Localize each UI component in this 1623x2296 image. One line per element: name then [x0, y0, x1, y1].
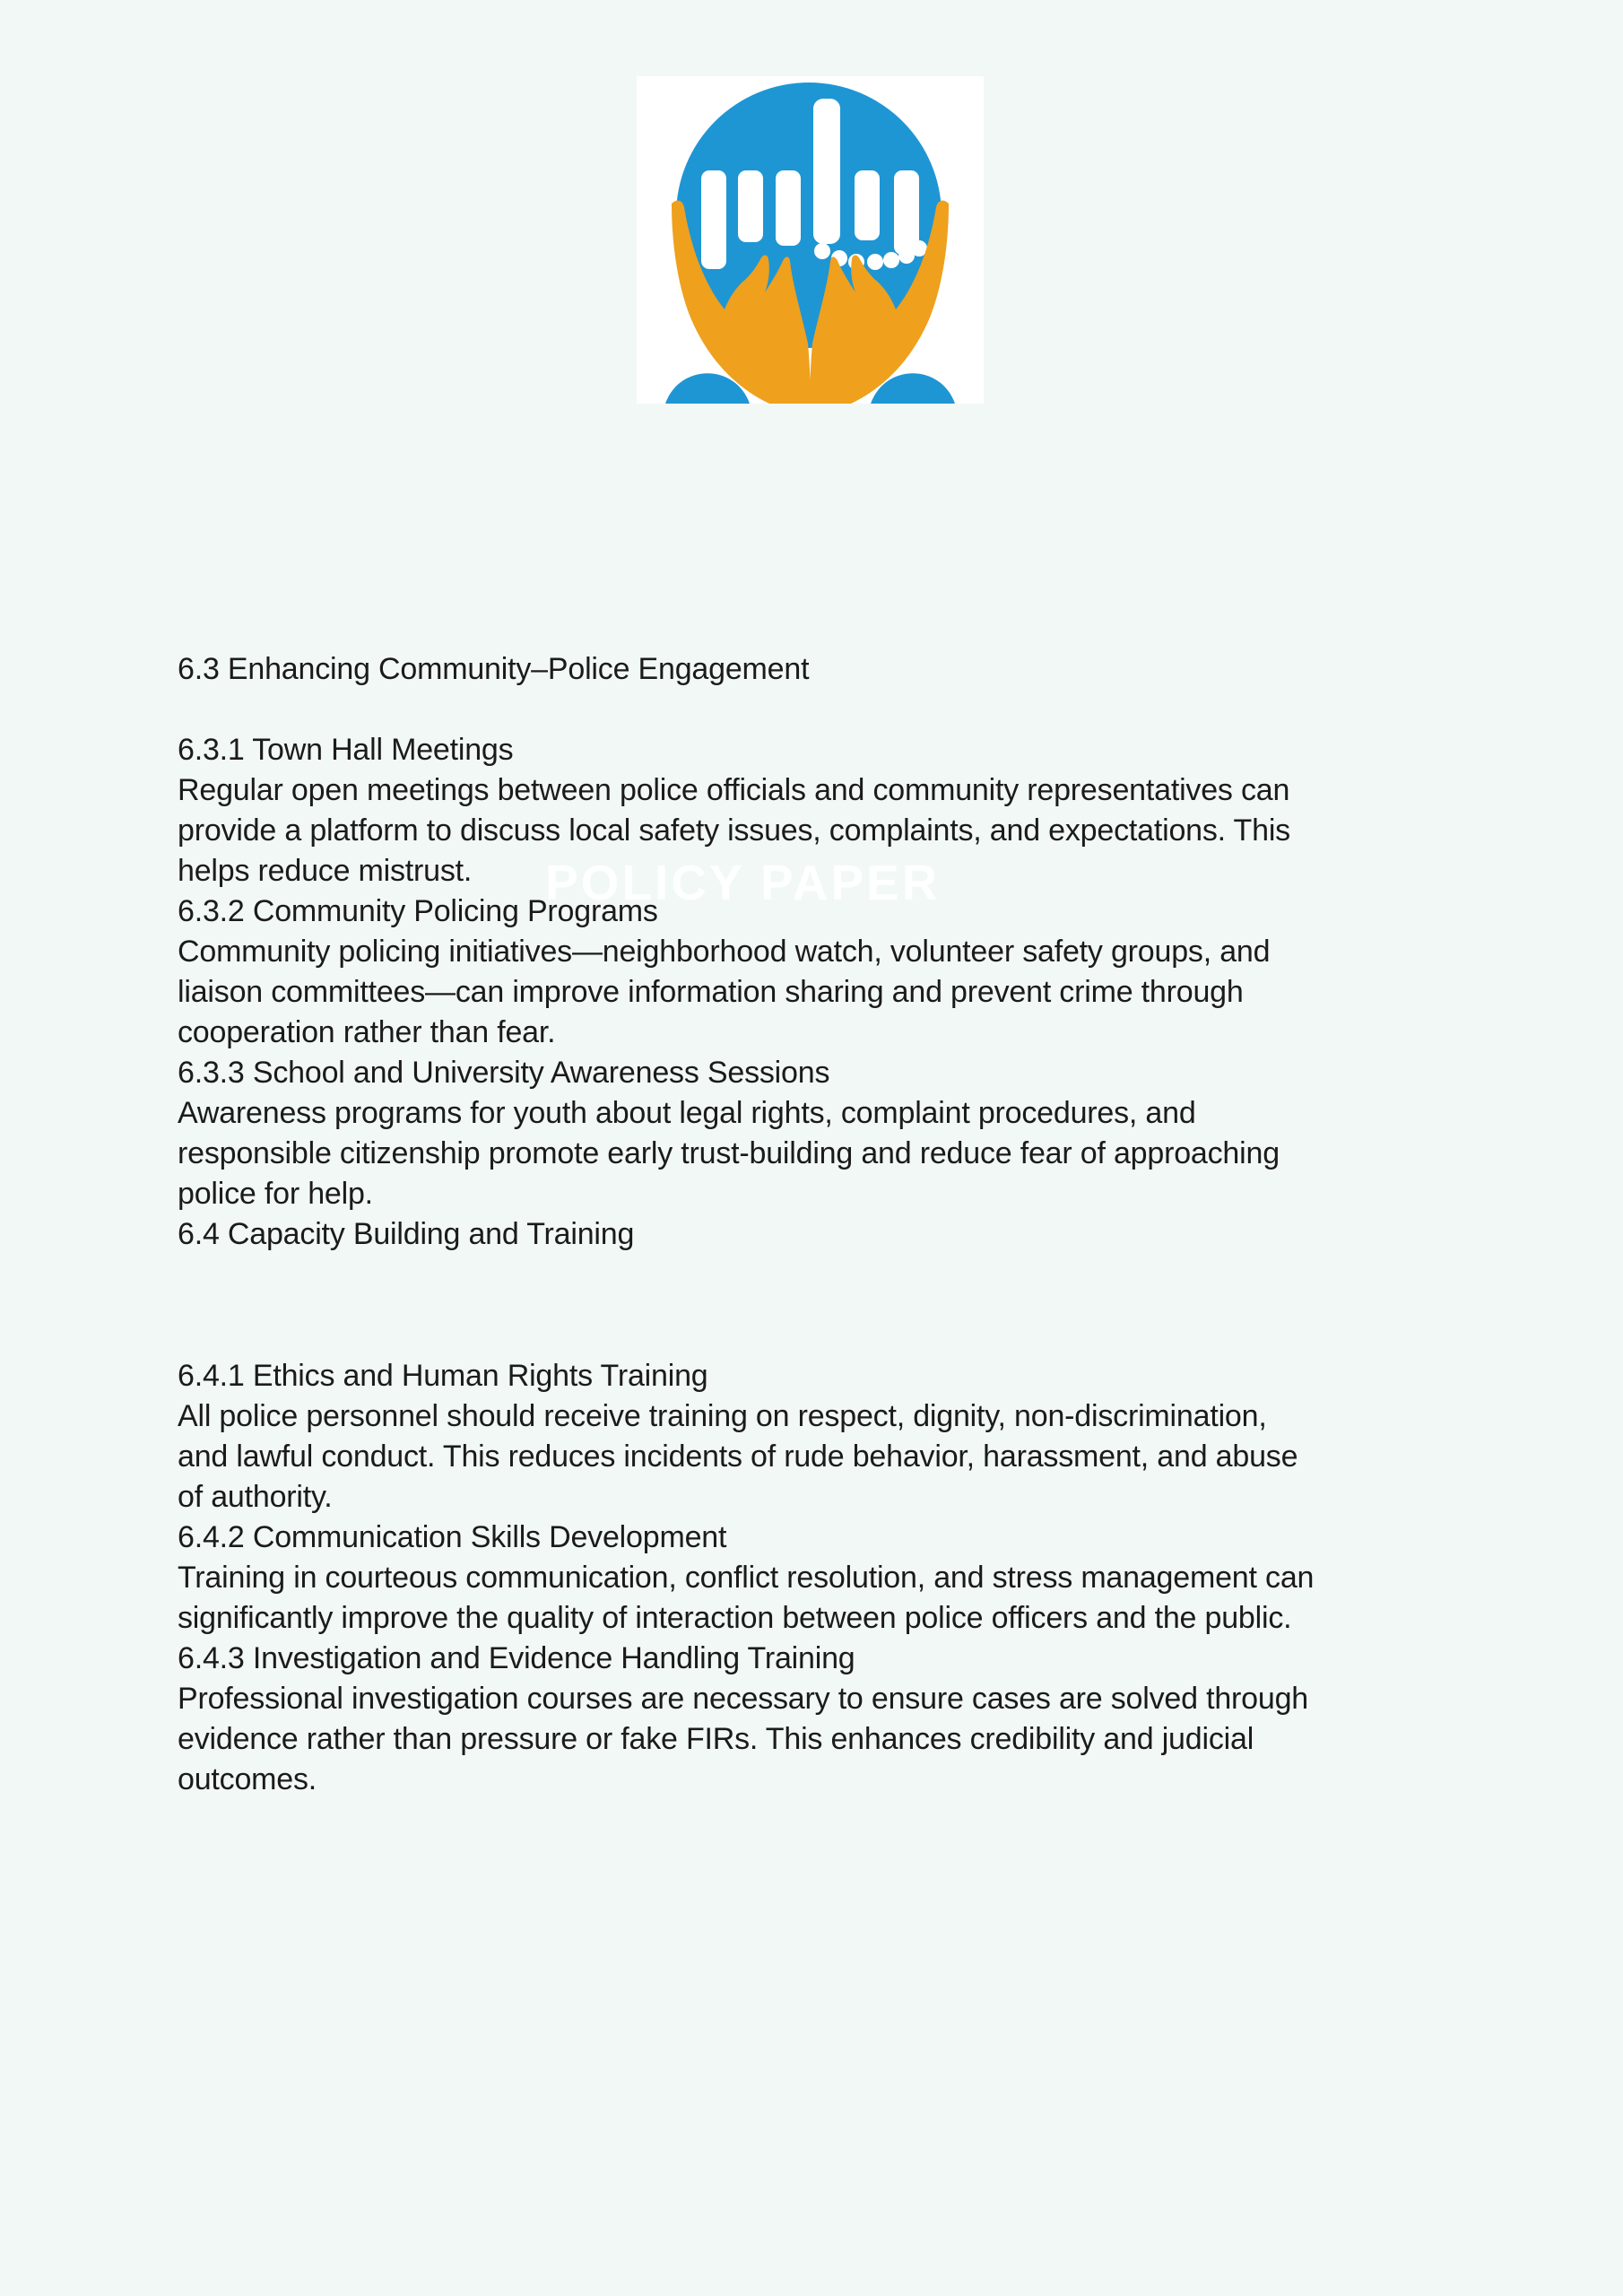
section-6-4-text — [178, 1356, 1314, 1800]
text-line: 6.4.1 Ethics and Human Rights Training — [178, 1359, 708, 1393]
section-6-3-text — [178, 649, 1290, 1255]
text-line: Regular open meetings between police officials and community representatives can — [178, 773, 1290, 807]
text-line: liaison committees—can improve information sharing and prevent crime through — [178, 975, 1244, 1009]
text-line: Professional investigation courses are necessary to ensure cases are solved through — [178, 1682, 1308, 1716]
text-line: 6.3.3 School and University Awareness Sessions — [178, 1056, 830, 1090]
text-line: 6.3.1 Town Hall Meetings — [178, 733, 514, 767]
text-line: outcomes. — [178, 1762, 317, 1796]
text-line: cooperation rather than fear. — [178, 1015, 556, 1049]
text-line: 6.4.3 Investigation and Evidence Handling Training — [178, 1641, 855, 1675]
text-line: evidence rather than pressure or fake FIRs. This enhances credibility and judicial — [178, 1722, 1254, 1756]
text-line: significantly improve the quality of interaction between police officers and the public. — [178, 1601, 1292, 1635]
text-line: and lawful conduct. This reduces incidents of rude behavior, harassment, and abuse — [178, 1439, 1298, 1474]
text-line: 6.4.2 Communication Skills Development — [178, 1520, 727, 1554]
organization-logo — [637, 76, 984, 404]
text-line: 6.3.2 Community Policing Programs — [178, 894, 658, 928]
logo-graphic — [637, 76, 984, 404]
text-line: police for help. — [178, 1177, 373, 1211]
text-line: Community policing initiatives—neighborhood watch, volunteer safety groups, and — [178, 935, 1271, 969]
text-line: responsible citizenship promote early trust-building and reduce fear of approaching — [178, 1136, 1280, 1170]
text-line: 6.3 Enhancing Community–Police Engagement — [178, 652, 810, 686]
text-line: helps reduce mistrust. — [178, 854, 473, 888]
text-line: Training in courteous communication, conflict resolution, and stress management can — [178, 1561, 1315, 1595]
policy-paper-watermark: POLICY PAPER — [545, 855, 941, 910]
text-line — [178, 690, 1290, 730]
text-line: of authority. — [178, 1480, 333, 1514]
text-line: 6.4 Capacity Building and Training — [178, 1217, 635, 1251]
text-line: provide a platform to discuss local safety issues, complaints, and expectations. This — [178, 813, 1290, 848]
text-line: Awareness programs for youth about legal rights, complaint procedures, and — [178, 1096, 1196, 1130]
text-line: All police personnel should receive training on respect, dignity, non-discrimination, — [178, 1399, 1267, 1433]
